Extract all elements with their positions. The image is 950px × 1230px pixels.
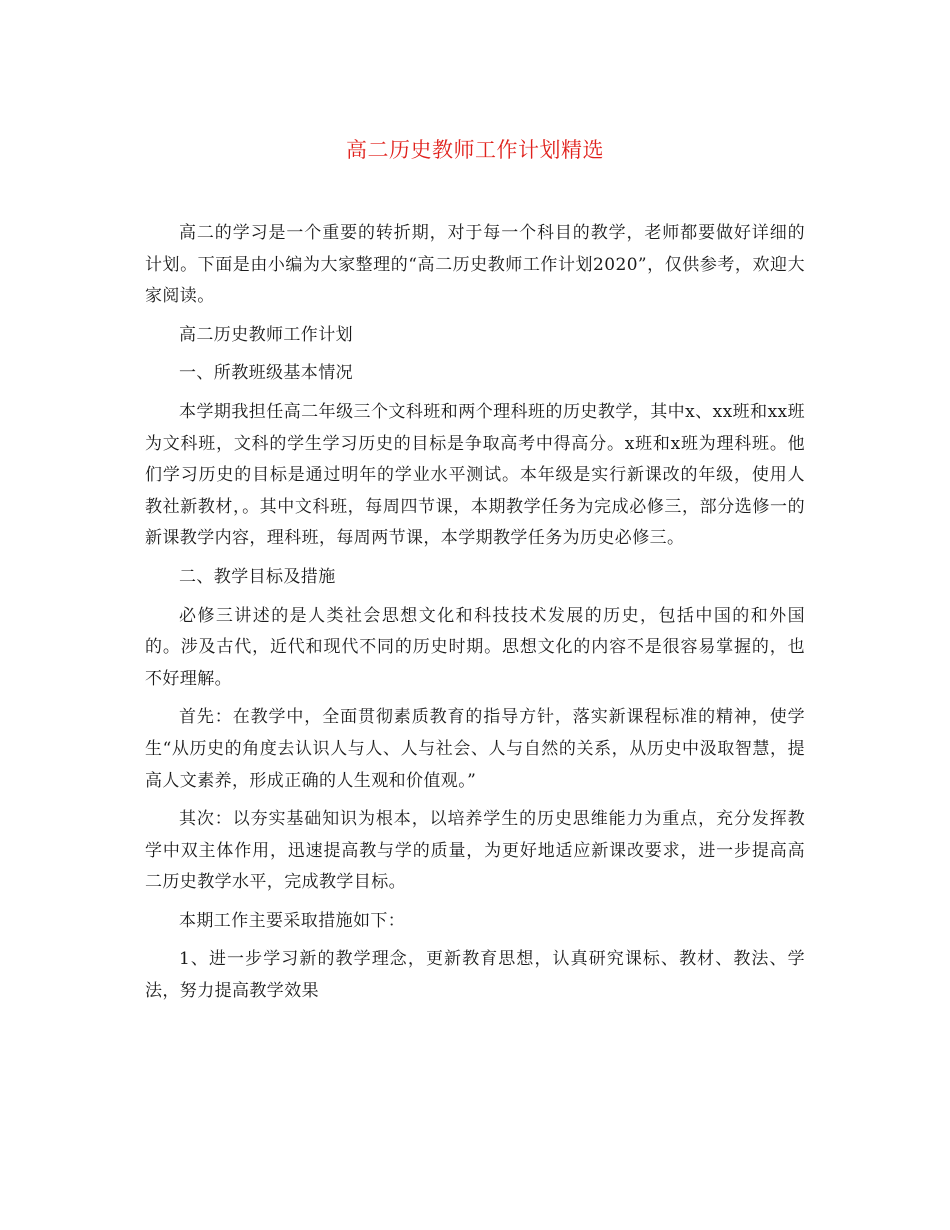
- section-heading-2: 二、教学目标及措施: [179, 566, 336, 587]
- paragraph-measures-intro: 本期工作主要采取措施如下：: [179, 910, 406, 931]
- paragraph-measure-1: 1、进一步学习新的教学理念，更新教育思想，认真研究课标、教材、教法、学法，努力提高教学效果: [145, 949, 805, 1002]
- paragraph-compulsory-three: 必修三讲述的是人类社会思想文化和科技技术发展的历史，包括中国的和外国的。涉及古代，近代和现代不同的历史时期。思想文化的内容不是很容易掌握的，也不好理解。: [145, 605, 805, 689]
- paragraph-subtitle: 高二历史教师工作计划: [179, 324, 353, 345]
- document-body: [145, 218, 805, 1015]
- paragraph-class-situation: 本学期我担任高二年级三个文科班和两个理科班的历史教学，其中x、xx班和xx班为文科班，文科的学生学习历史的目标是争取高考中得高分。x班和x班为理科班。他们学习历史的目标是通过明年的学业水平测试。本年级是实行新课改的年级，使用人教社新教材，。其中文科班，每周四节课，本期教学任务为完成必修三，部分选修一的新课教学内容，理科班，每周两节课，本学期教学任务为历史必修三。: [145, 401, 805, 549]
- section-heading-1: 一、所教班级基本情况: [179, 363, 353, 384]
- paragraph-intro: 高二的学习是一个重要的转折期，对于每一个科目的教学，老师都要做好详细的计划。下面是由小编为大家整理的“高二历史教师工作计划2020”，仅供参考，欢迎大家阅读。: [145, 223, 805, 307]
- paragraph-first: 首先：在教学中，全面贯彻素质教育的指导方针，落实新课程标准的精神，使学生“从历史的角度去认识人与人、人与社会、人与自然的关系，从历史中汲取智慧，提高人文素养，形成正确的人生观和价值观。”: [145, 707, 805, 791]
- document-title: 高二历史教师工作计划精选: [346, 138, 604, 162]
- paragraph-second: 其次：以夯实基础知识为根本，以培养学生的历史思维能力为重点，充分发挥教学中双主体作用，迅速提高教与学的质量，为更好地适应新课改要求，进一步提高高二历史教学水平，完成教学目标。: [145, 809, 805, 893]
